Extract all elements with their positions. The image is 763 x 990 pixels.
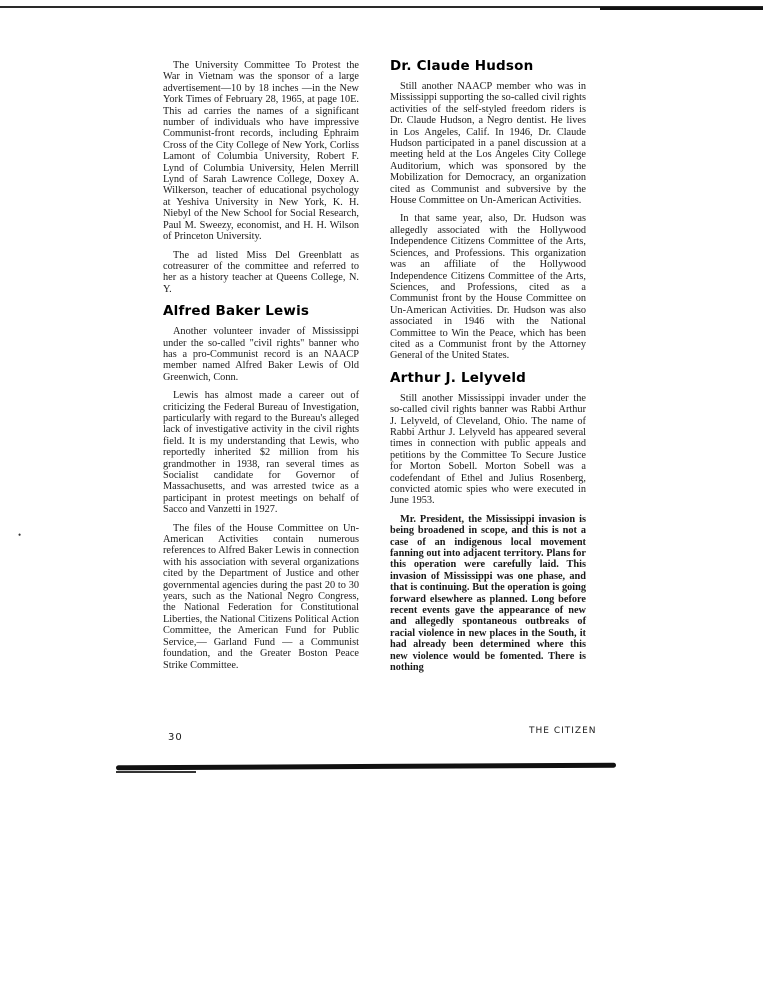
bottom-rule bbox=[116, 763, 616, 771]
margin-mark: • bbox=[18, 530, 22, 540]
paragraph: Still another Mississippi invader under the so-called civil rights banner was Rabbi Arthur J. Lelyveld, of Cleveland, Ohio. The name of Rabbi Arthur J. Lelyveld has appeared several times in connection with public appeals and petitions by the Committee To Secure Justice for Morton Sobell. Morton Sobell was a codefendant of Ethel and Julius Rosenberg, convicted atomic spies who were executed in June 1953. bbox=[390, 392, 586, 507]
top-rule-accent bbox=[600, 7, 763, 10]
publication-name: THE CITIZEN bbox=[529, 726, 597, 736]
paragraph: The ad listed Miss Del Greenblatt as cotreasurer of the committee and referred to her as a history teacher at Queens College, N. Y. bbox=[163, 249, 359, 295]
left-column bbox=[163, 60, 359, 678]
paragraph: In that same year, also, Dr. Hudson was allegedly associated with the Hollywood Independence Citizens Committee of the Arts, Sciences, and Professions. This organization was an affiliate of the Hollywood Independence Citizens Committee of the Arts, Sciences, and Professions, cited as a Communist front by the House Committee on Un-American Activities. Dr. Hudson was also associated in 1946 with the National Committee to Win the Peace, which has been cited as a Communist front by the Attorney General of the United States. bbox=[390, 213, 586, 362]
page-number: 30 bbox=[168, 732, 183, 743]
paragraph: Mr. President, the Mississippi invasion is being broadened in scope, and this is not a case of an indigenous local movement fanning out into adjacent territory. Plans for this operation were carefully laid. This invasion of Mississippi was one phase, and that is continuing. But the operation is going forward elsewhere as planned. Long before recent events gave the appearance of new and allegedly spontaneous outbreaks of racial violence in new places in the South, it had already been determined where this new violence would be fomented. There is nothing bbox=[390, 513, 586, 674]
section-heading: Dr. Claude Hudson bbox=[390, 58, 534, 74]
paragraph: Still another NAACP member who was in Mississippi supporting the so-called civil rights activities of the self-styled freedom riders is Dr. Claude Hudson, a Negro dentist. He lives in Los Angeles, Calif. In 1946, Dr. Claude Hudson participated in a panel discussion at a meeting held at the Los Angeles City College Auditorium, which was sponsored by the Mobilization for Democracy, an organization cited as Communist and subversive by the House Committee on Un-American Activities. bbox=[390, 81, 586, 207]
right-column bbox=[390, 58, 586, 681]
bottom-rule-tail bbox=[116, 771, 196, 773]
paragraph: Another volunteer invader of Mississippi under the so-called "civil rights" banner who has a pro-Communist record is an NAACP member named Alfred Baker Lewis of Old Greenwich, Conn. bbox=[163, 326, 359, 383]
paragraph: Lewis has almost made a career out of criticizing the Federal Bureau of Investigation, particularly with regard to the Bureau's alleged lack of investigative activity in the civil rights field. It is my understanding that Lewis, who reportedly inherited $2 million from his grandmother in 1938, ran several times as Socialist candidate for Governor of Massachusetts, and was arrested twice as a participant in protest meetings on behalf of Sacco and Vanzetti in 1927. bbox=[163, 390, 359, 516]
section-heading: Arthur J. Lelyveld bbox=[390, 369, 527, 386]
section-heading: Alfred Baker Lewis bbox=[163, 303, 310, 320]
paragraph: The files of the House Committee on Un-American Activities contain numerous references to Alfred Baker Lewis in connection with his association with several organizations cited by the Department of Justice and other governmental agencies during the past 20 to 30 years, such as the National Negro Congress, the National Federation for Constitutional Liberties, the National Citizens Political Action Committee, the American Fund for Public Service,— Garland Fund — a Communist foundation, and the Greater Boston Peace Strike Committee. bbox=[163, 522, 359, 671]
paragraph: The University Committee To Protest the War in Vietnam was the sponsor of a large advertisement—10 by 18 inches —in the New York Times of February 28, 1965, at page 10E. This ad carries the names of a significant number of individuals who have impressive Communist-front records, including Ephraim Cross of the City College of New York, Corliss Lamont of Columbia University, Robert F. Lynd of Columbia University, Helen Merrill Lynd of Sarah Lawrence College, Doxey A. Wilkerson, teacher of educational psychology at Yeshiva University in New York, K. H. Niebyl of the New School for Social Research, Paul M. Sweezy, economist, and H. H. Wilson of Princeton University. bbox=[163, 60, 359, 243]
